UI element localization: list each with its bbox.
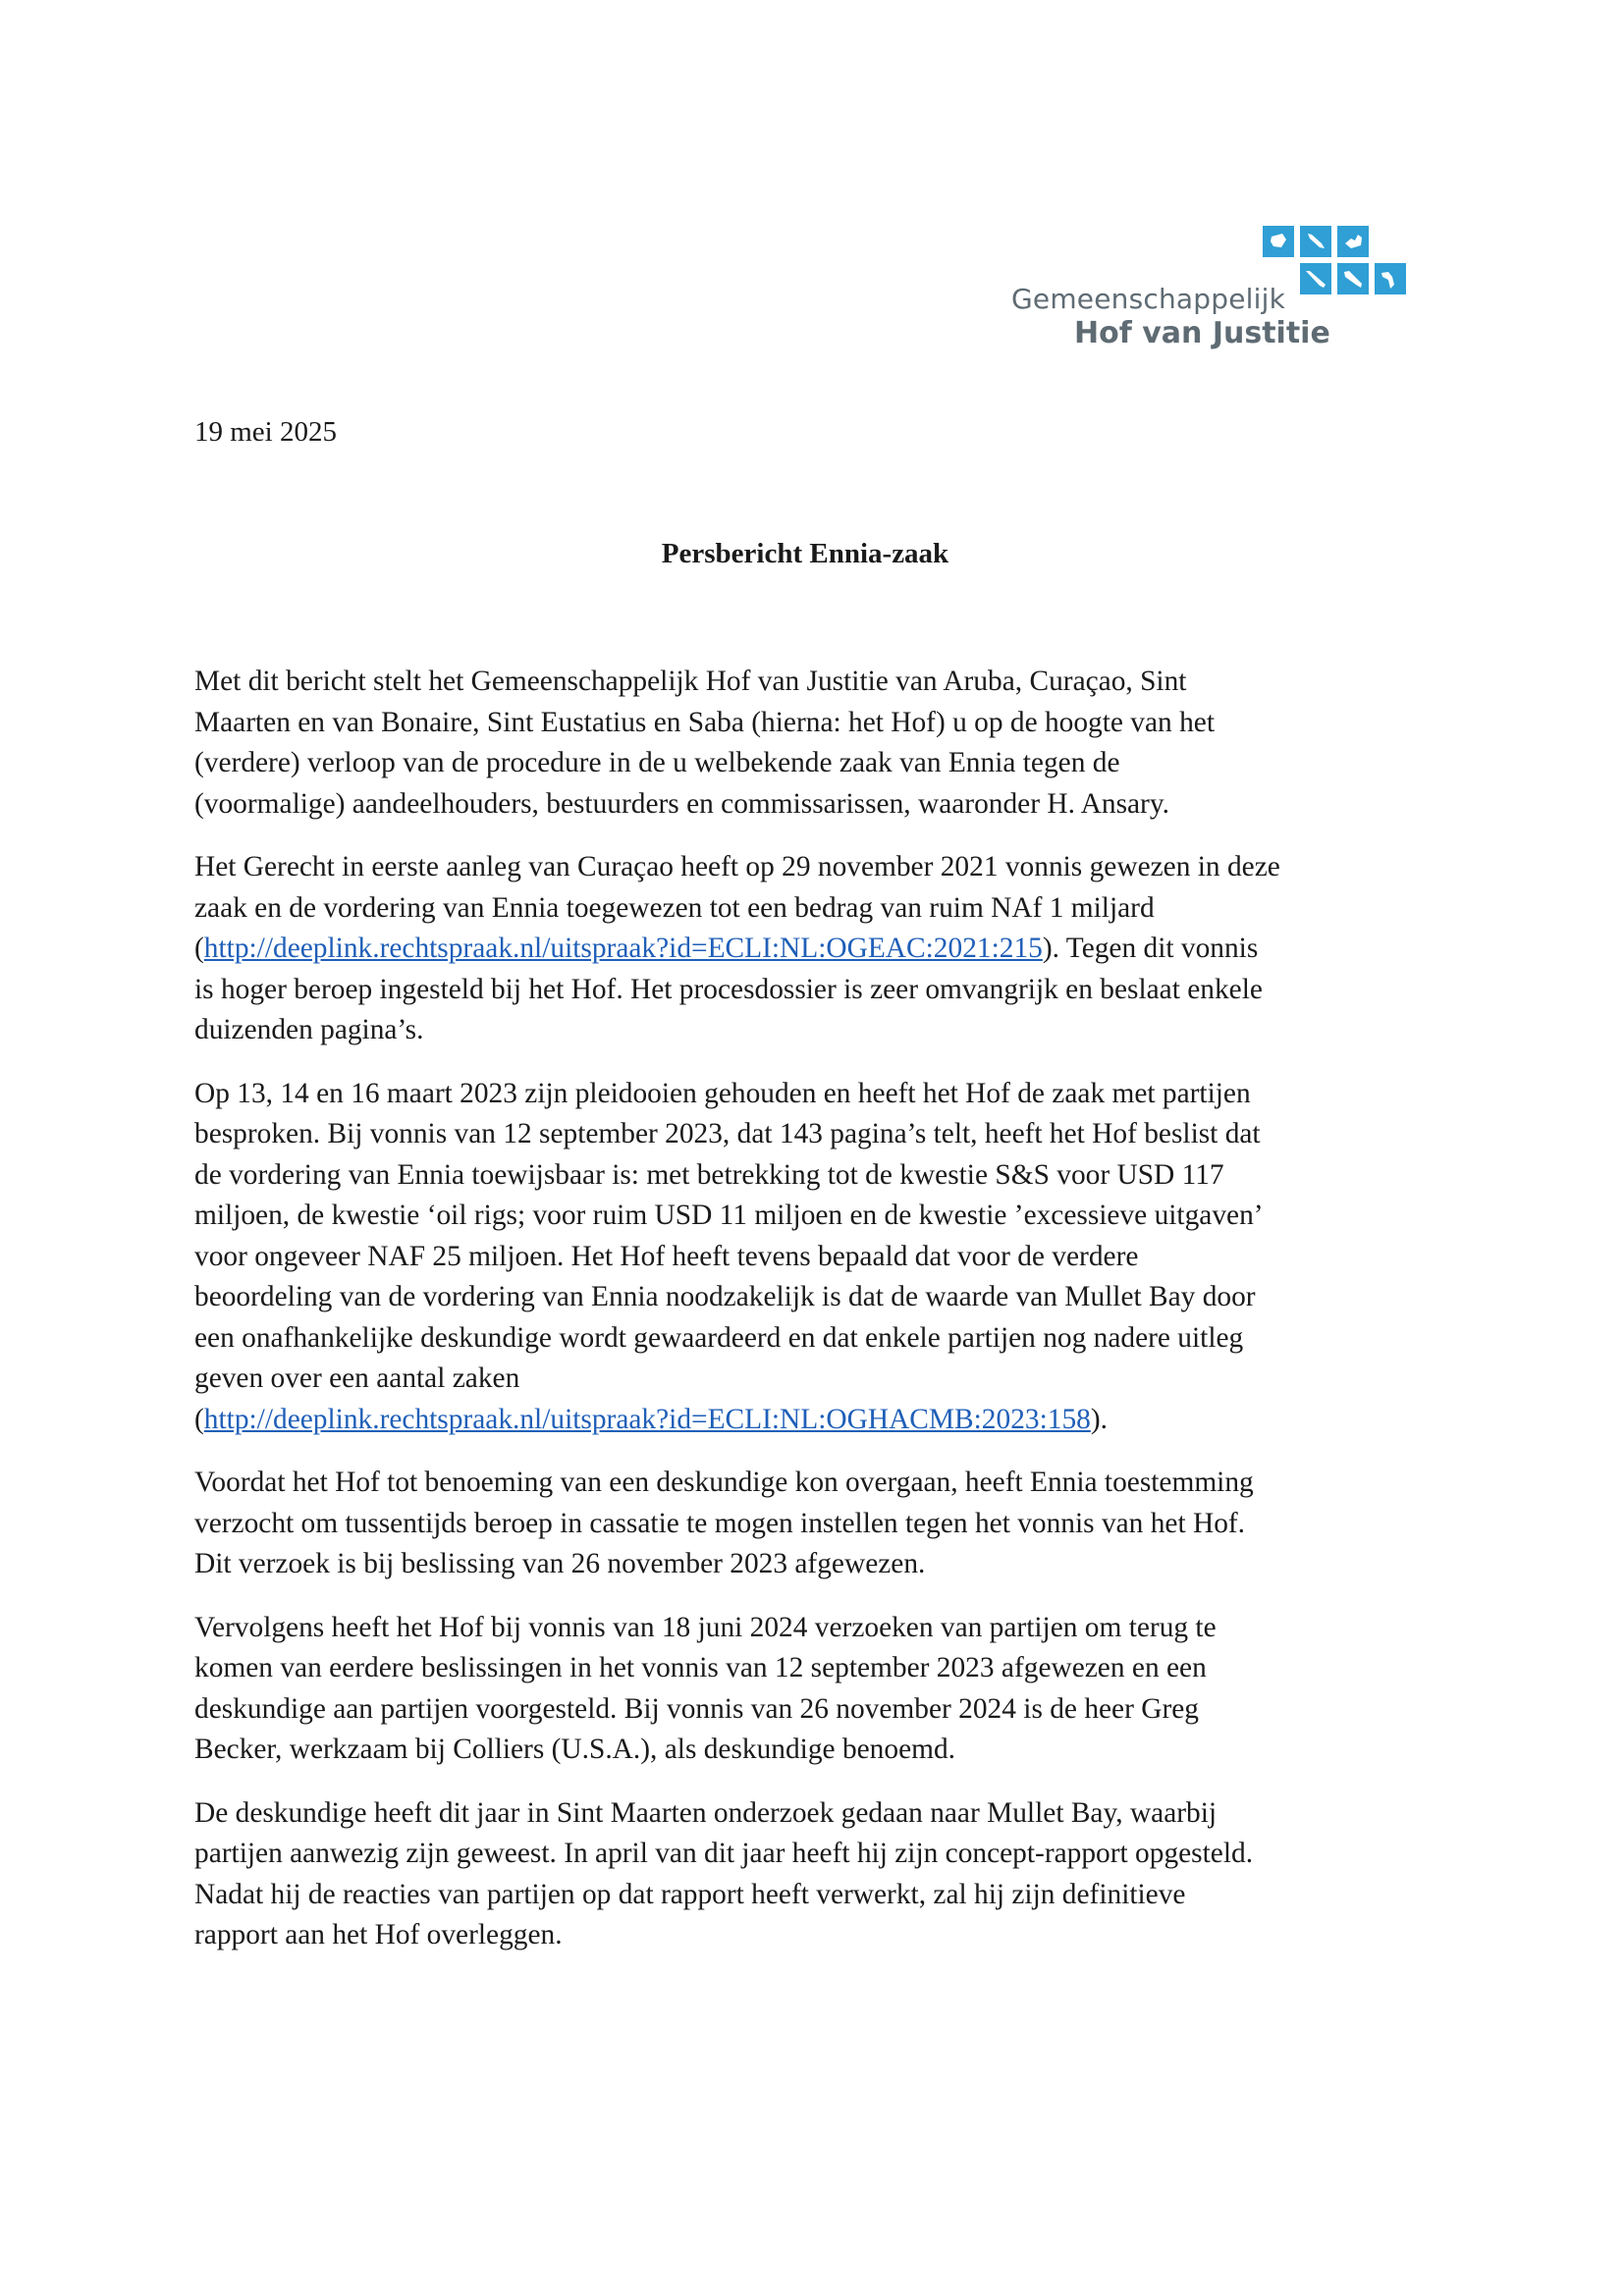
paragraph-2	[194, 847, 1461, 1051]
text-line: beoordeling van de vordering van Ennia noodzakelijk is dat de waarde van Mullet Bay door	[194, 1281, 1256, 1312]
text-line-with-link	[194, 929, 1461, 970]
island-bonaire-icon	[1300, 263, 1331, 294]
text-line: een onafhankelijke deskundige wordt gewaardeerd en dat enkele partijen nog nadere uitleg	[194, 1321, 1244, 1354]
text-line: deskundige aan partijen voorgesteld. Bij vonnis van 26 november 2024 is de heer Greg	[194, 1692, 1199, 1725]
text-line: Nadat hij de reacties van partijen op dat rapport heeft verwerkt, zal hij zijn definitieve	[194, 1878, 1186, 1910]
text-line: verzocht om tussentijds beroep in cassatie te mogen instellen tegen het vonnis van het Hof.	[194, 1507, 1246, 1539]
text-line: (verdere) verloop van de procedure in de u welbekende zaak van Ennia tegen de	[194, 747, 1120, 778]
text-line: de vordering van Ennia toewijsbaar is: met betrekking tot de kwestie S&S voor USD 117	[194, 1158, 1224, 1191]
text-line: Becker, werkzaam bij Colliers (U.S.A.), als deskundige benoemd.	[194, 1734, 956, 1765]
island-curacao-icon	[1300, 226, 1331, 257]
island-saba-icon	[1375, 263, 1406, 294]
text-line: Vervolgens heeft het Hof bij vonnis van 18 juni 2024 verzoeken van partijen om terug te	[194, 1611, 1217, 1643]
logo-line2: Hof van Justitie	[1074, 316, 1330, 350]
court-logo	[1007, 226, 1400, 353]
link-suffix: ). Tegen dit vonnis	[1042, 933, 1259, 964]
text-line: besproken. Bij vonnis van 12 september 2023, dat 143 pagina’s telt, heeft het Hof beslist dat	[194, 1118, 1261, 1149]
logo-line1: Gemeenschappelijk	[1011, 283, 1286, 315]
text-line-with-link	[194, 1400, 1461, 1441]
paragraph-6	[194, 1793, 1461, 1956]
ecli-link-2021[interactable]: http://deeplink.rechtspraak.nl/uitspraak?id=ECLI:NL:OGEAC:2021:215	[203, 933, 1043, 964]
document-date: 19 mei 2025	[194, 416, 337, 448]
island-sint-eustatius-icon	[1337, 263, 1369, 294]
text-line: partijen aanwezig zijn geweest. In april van dit jaar heeft hij zijn concept-rapport opgesteld.	[194, 1838, 1254, 1869]
text-line: komen van eerdere beslissingen in het vonnis van 12 september 2023 afgewezen en een	[194, 1652, 1207, 1683]
text-line: is hoger beroep ingesteld bij het Hof. Het procesdossier is zeer omvangrijk en beslaat enkele	[194, 973, 1263, 1005]
text-line: rapport aan het Hof overleggen.	[194, 1919, 563, 1950]
text-line: Maarten en van Bonaire, Sint Eustatius en Saba (hierna: het Hof) u op de hoogte van het	[194, 706, 1215, 738]
paragraph-4	[194, 1463, 1461, 1585]
paragraph-3	[194, 1074, 1461, 1441]
link-prefix: (	[194, 1403, 204, 1435]
body-text	[194, 662, 1461, 1979]
ecli-link-2023[interactable]: http://deeplink.rechtspraak.nl/uitspraak?id=ECLI:NL:OGHACMB:2023:158	[203, 1403, 1091, 1435]
text-line: Het Gerecht in eerste aanleg van Curaçao heeft op 29 november 2021 vonnis gewezen in deze	[194, 851, 1280, 882]
link-suffix: ).	[1090, 1403, 1108, 1435]
text-line: zaak en de vordering van Ennia toegewezen tot een bedrag van ruim NAf 1 miljard	[194, 891, 1155, 924]
paragraph-5	[194, 1608, 1461, 1771]
island-sint-maarten-icon	[1337, 226, 1369, 257]
text-line: voor ongeveer NAF 25 miljoen. Het Hof heeft tevens bepaald dat voor de verdere	[194, 1240, 1139, 1272]
text-line: Dit verzoek is bij beslissing van 26 november 2023 afgewezen.	[194, 1548, 926, 1579]
text-line: De deskundige heeft dit jaar in Sint Maarten onderzoek gedaan naar Mullet Bay, waarbij	[194, 1796, 1218, 1829]
text-line: Op 13, 14 en 16 maart 2023 zijn pleidooien gehouden en heeft het Hof de zaak met partijen	[194, 1077, 1251, 1109]
island-aruba-icon	[1263, 226, 1294, 257]
text-line: Voordat het Hof tot benoeming van een deskundige kon overgaan, heeft Ennia toestemming	[194, 1467, 1254, 1498]
document-title: Persbericht Ennia-zaak	[661, 538, 949, 569]
paragraph-1	[194, 662, 1461, 825]
link-prefix: (	[194, 933, 204, 964]
text-line: geven over een aantal zaken	[194, 1362, 520, 1394]
text-line: (voormalige) aandeelhouders, bestuurders en commissarissen, waaronder H. Ansary.	[194, 787, 1169, 820]
text-line: miljoen, de kwestie ‘oil rigs; voor ruim USD 11 miljoen en de kwestie ’excessieve uitgaven’	[194, 1200, 1264, 1231]
text-line: duizenden pagina’s.	[194, 1014, 424, 1045]
text-line: Met dit bericht stelt het Gemeenschappelijk Hof van Justitie van Aruba, Curaçao, Sint	[194, 666, 1187, 697]
